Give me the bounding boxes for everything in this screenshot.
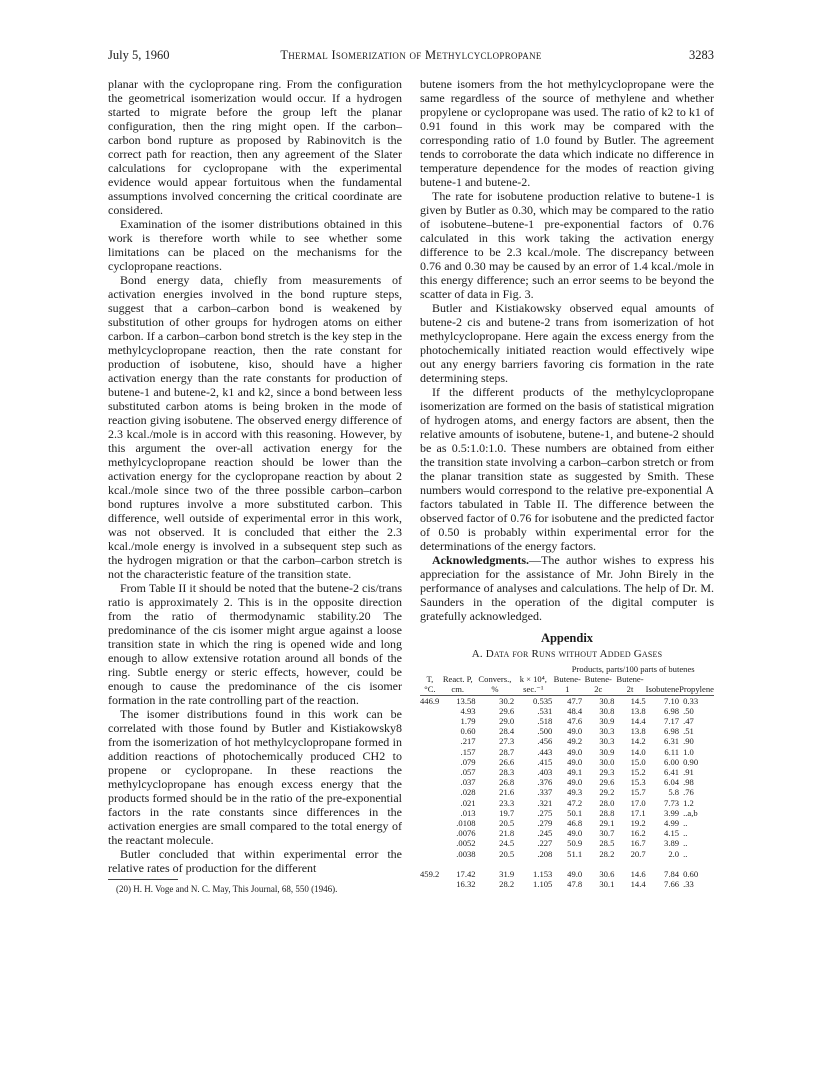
table-cell: 49.0	[567, 828, 583, 839]
table-cell: ..a,b	[683, 807, 698, 818]
table-group-header-row	[420, 664, 714, 674]
table-cell: .208	[537, 848, 553, 859]
acknowledgments-heading: Acknowledgments.	[432, 553, 530, 567]
table-cell: .0038	[456, 848, 476, 859]
table-cell: 51.1	[567, 848, 583, 859]
table-cell	[420, 849, 440, 859]
table-cell: 20.5	[499, 848, 515, 859]
table-row	[420, 879, 714, 889]
table-cell: 30.2	[499, 695, 515, 706]
table-cell: 48.4	[567, 705, 583, 716]
table-cell: 49.2	[567, 736, 583, 747]
table-cell: 6.98	[664, 705, 680, 716]
table-cell: 29.3	[599, 767, 615, 778]
table-cell: .51	[683, 726, 694, 737]
table-cell: 6.31	[664, 736, 680, 747]
table-cell: 28.7	[499, 746, 515, 757]
paragraph: The isomer distributions found in this work can be correlated with those found by Butler and Kistiakowsky8 from the isomerization of hot methylcyclopropane formed in addition reactions of photochemically produced CH2 to propene or cyclopropane. In these reactions the methylcyclopropane has enough excess energy that the products formed should be in the ratio of the pre-exponential factors in the rate constants since differences in the activation energies are small compared to the total energy of the reactant molecule.	[108, 707, 402, 847]
table-cell: 7.66	[664, 879, 680, 890]
table-cell: 1.0	[683, 746, 694, 757]
table-cell: 2.0	[668, 848, 680, 859]
table-cell: 4.93	[460, 705, 476, 716]
table-row	[420, 787, 714, 797]
table-cell: 49.0	[567, 869, 583, 880]
table-cell: .028	[460, 787, 476, 798]
table-cell: 17.42	[456, 869, 476, 880]
products-group-header: Products, parts/100 parts of butenes	[571, 664, 695, 674]
table-cell: 6.98	[664, 726, 680, 737]
table-cell	[420, 787, 440, 797]
table-body	[420, 695, 714, 889]
table-cell: 15.2	[630, 767, 646, 778]
table-cell: 30.0	[599, 756, 615, 767]
table-cell: .321	[537, 797, 553, 808]
table-cell: .403	[537, 767, 553, 778]
table-cell: 0.90	[683, 756, 699, 767]
table-cell: 20.7	[630, 848, 646, 859]
table-cell: .518	[537, 716, 553, 727]
table-cell: 46.8	[567, 818, 583, 829]
table-cell: 31.9	[499, 869, 515, 880]
paragraph: If the different products of the methylcyclopropane isomerization are formed on the basis of statistical migration of hydrogen atoms, and energy factors are absent, then the relative amounts of isobutene, butene-1, and butene-2 should be as 0.5:1.0:1.0. These numbers are obtained from either the transition state involving a carbon–carbon stretch or from the planar transition state as suggested by Smith. These numbers would correspond to the relative pre-exponential A factors tabulated in Table II. The difference between the observed factor of 0.76 for isobutene and the predicted factor of 0.50 is probably within experimental error for the determinations of the energy factors.	[420, 385, 714, 553]
table-cell: .227	[537, 838, 553, 849]
table-cell: .037	[460, 777, 476, 788]
table-cell: .47	[683, 716, 694, 727]
table-cell	[420, 716, 440, 726]
table-cell: .275	[537, 807, 553, 818]
table-cell: 28.5	[599, 838, 615, 849]
table-row	[420, 757, 714, 767]
table-cell: 1.153	[533, 869, 553, 880]
table-cell: .90	[683, 736, 694, 747]
table-cell: 14.5	[630, 695, 646, 706]
table-cell	[679, 859, 714, 869]
table-cell: 0.60	[460, 726, 476, 737]
table-cell: 14.6	[630, 869, 646, 880]
table-cell	[420, 747, 440, 757]
table-cell: 47.8	[567, 879, 583, 890]
table-cell: 7.17	[664, 716, 680, 727]
table-cell: 24.5	[499, 838, 515, 849]
table-cell: .021	[460, 797, 476, 808]
table-cell: 30.3	[599, 736, 615, 747]
table-cell: 49.0	[567, 746, 583, 757]
table-cell: 7.73	[664, 797, 680, 808]
right-column	[420, 77, 714, 889]
table-cell: 49.0	[567, 756, 583, 767]
column-header: Butene-2c	[584, 674, 612, 695]
table-cell: 19.7	[499, 807, 515, 818]
table-cell: .013	[460, 807, 476, 818]
table-cell	[552, 859, 582, 869]
running-header	[108, 48, 714, 66]
table-row	[420, 849, 714, 859]
table-cell: 5.8	[668, 787, 680, 798]
table-cell: 3.89	[664, 838, 680, 849]
table-cell: 15.0	[630, 756, 646, 767]
table-cell: 3.99	[664, 807, 680, 818]
table-cell: 27.3	[499, 736, 515, 747]
table-row	[420, 869, 714, 879]
paragraph: From Table II it should be noted that the butene-2 cis/trans ratio is approximately 2. This is in the opposite direction from the ratio of thermodynamic stability.20 The predominance of the cis isomer might argue against a loose transition state in which the ring is opened wide and long enough to allow extensive rotation around all bonds of the ring. Subtle energy or steric effects, however, could be enough to cause the predominance of the cis isomer formation in the rate controlling part of the reaction.	[108, 581, 402, 707]
table-cell: 19.2	[630, 818, 646, 829]
table-cell: 16.7	[630, 838, 646, 849]
table-cell: 459.2	[420, 869, 440, 880]
column-header: Butene-1	[553, 674, 581, 695]
table-cell: 6.41	[664, 767, 680, 778]
table-cell: 15.7	[630, 787, 646, 798]
table-cell	[420, 736, 440, 746]
table-cell: 6.00	[664, 756, 680, 767]
page-number: 3283	[689, 48, 714, 62]
paragraph: The rate for isobutene production relative to butene-1 is given by Butler as 0.30, which may be compared to the ratio of isobutene–butene-1 pre-exponential factors of 0.76 calculated in this work taking the activation energy difference to be 2.3 kcal./mole. The discrepancy between 0.76 and 0.30 may be caused by an error of 1.4 kcal./mole in this energy difference; such an error seems to be beyond the scatter of data in Fig. 3.	[420, 189, 714, 301]
table-cell: 14.0	[630, 746, 646, 757]
table-row	[420, 798, 714, 808]
table-cell: .33	[683, 879, 694, 890]
table-cell: .0052	[456, 838, 476, 849]
table-cell: 16.2	[630, 828, 646, 839]
table-cell: .217	[460, 736, 476, 747]
paragraph: Butler concluded that within experimental error the relative rates of production for the different	[108, 847, 402, 875]
table-cell: 29.6	[499, 705, 515, 716]
table-cell	[420, 859, 440, 869]
table-cell: 17.0	[630, 797, 646, 808]
table-cell: .279	[537, 818, 553, 829]
table-cell: .157	[460, 746, 476, 757]
table-cell: 30.7	[599, 828, 615, 839]
table-cell: .456	[537, 736, 553, 747]
paragraph: Examination of the isomer distributions obtained in this work is therefore worth while to see whether some limitations can be placed on the mechanisms for the cyclopropane reactions.	[108, 217, 402, 273]
table-cell	[420, 818, 440, 828]
data-table	[420, 664, 714, 889]
paragraph: Bond energy data, chiefly from measurements of activation energies involved in the bond rupture steps, suggest that a carbon–carbon bond is weakened by substitution of other groups for hydrogen atoms on either carbon. If a carbon–carbon bond stretch is the key step in the methylcyclopropane reaction, then the rate constant for production of isobutene, kiso, should have a higher activation energy than the rate constants for production of butene-1 and butene-2, k1 and k2, since a bond between less substituted carbon atoms is being broken in the mode of reaction giving isobutene. The observed energy difference of 2.3 kcal./mole is in accord with this reasoning. However, by this argument the over-all activation energy for the methylcyclopropane reaction should be lower than the activation energy for the cyclopropane reaction by about 2 kcal./mole since two of the three possible carbon–carbon bond ruptures involve a more substituted carbon. This difference, well outside of experimental error in this work, was not observed. It is concluded that either the 2.3 kcal./mole energy is involved in a subsequent step such as the hydrogen migration or that the carbon–carbon stretch is not the characteristic feature of the transition state.	[108, 273, 402, 581]
table-cell: 49.0	[567, 726, 583, 737]
table-cell: .98	[683, 777, 694, 788]
table-cell	[420, 726, 440, 736]
table-cell	[476, 859, 515, 869]
table-cell: 14.4	[630, 716, 646, 727]
left-column	[108, 77, 402, 895]
table-cell: 49.0	[567, 777, 583, 788]
table-cell: 0.535	[533, 695, 553, 706]
table-cell: 14.2	[630, 736, 646, 747]
table-cell: 49.1	[567, 767, 583, 778]
table-header-row	[420, 674, 714, 695]
table-cell	[420, 879, 440, 889]
table-cell: 15.3	[630, 777, 646, 788]
table-cell: ..	[683, 838, 688, 849]
table-cell: 30.8	[599, 705, 615, 716]
table-cell: 29.0	[499, 716, 515, 727]
table-cell: 7.10	[664, 695, 680, 706]
table-row	[420, 736, 714, 746]
table-cell: 47.7	[567, 695, 583, 706]
table-row	[420, 838, 714, 848]
table-cell	[420, 706, 440, 716]
footnote-divider	[108, 879, 178, 880]
column-header: k × 10⁴, sec.⁻¹	[519, 674, 547, 695]
table-row	[420, 777, 714, 787]
table-row	[420, 767, 714, 777]
paragraph: butene isomers from the hot methylcyclopropane were the same regardless of the source of methylene and whether propylene or cyclopropane was used. The ratio of k2 to k1 of 0.91 found in this work may be compared with the corresponding ratio of 1.0 found by Butler. The agreement tends to corroborate the data which indicate no difference in temperature dependence for the modes of reaction giving butene-1 and butene-2.	[420, 77, 714, 189]
table-cell	[582, 859, 614, 869]
table-cell: 16.32	[456, 879, 476, 890]
table-cell: .337	[537, 787, 553, 798]
table-row	[420, 859, 714, 869]
table-row	[420, 747, 714, 757]
table-cell	[420, 838, 440, 848]
table-cell: 28.0	[599, 797, 615, 808]
table-cell	[420, 757, 440, 767]
table-row	[420, 818, 714, 828]
column-header: T, °C.	[424, 674, 436, 695]
table-row	[420, 716, 714, 726]
table-cell: 50.1	[567, 807, 583, 818]
table-row	[420, 695, 714, 706]
table-cell: 446.9	[420, 695, 440, 706]
table-cell: .76	[683, 787, 694, 798]
table-cell: .079	[460, 756, 476, 767]
table-row	[420, 808, 714, 818]
table-cell: .0108	[456, 818, 476, 829]
table-cell: 6.04	[664, 777, 680, 788]
table-cell: 13.58	[456, 695, 476, 706]
table-cell: .415	[537, 756, 553, 767]
table-cell	[614, 859, 645, 869]
table-cell: 21.6	[499, 787, 515, 798]
table-cell: 4.99	[664, 818, 680, 829]
table-cell	[646, 859, 679, 869]
table-cell: .0076	[456, 828, 476, 839]
table-cell: 50.9	[567, 838, 583, 849]
table-cell: ..	[683, 848, 688, 859]
table-row	[420, 828, 714, 838]
footnote: (20) H. H. Voge and N. C. May, This Journal, 68, 550 (1946).	[116, 884, 338, 894]
table-cell: ..	[683, 828, 688, 839]
table-cell: 4.15	[664, 828, 680, 839]
table-cell: 30.3	[599, 726, 615, 737]
table-cell: 30.8	[599, 695, 615, 706]
table-cell: 26.6	[499, 756, 515, 767]
paragraph: planar with the cyclopropane ring. From the configuration the geometrical isomerization would occur. If a hydrogen started to migrate before the group left the planar configuration, then the ring might open. If the carbon–carbon bond rupture as proposed by Rabinovitch is the correct path for reaction, then any agreement of the Slater calculations for cyclopropane with the experimental evidence would appear fortuitous when the fundamental assumptions involved concerning the critical coordinate are considered.	[108, 77, 402, 217]
table-cell: 30.9	[599, 746, 615, 757]
column-header: Propylene	[679, 684, 714, 695]
appendix-title: Appendix	[540, 631, 594, 645]
table-cell: 7.84	[664, 869, 680, 880]
table-cell: 21.8	[499, 828, 515, 839]
table-cell: .443	[537, 746, 553, 757]
table-cell	[420, 828, 440, 838]
header-date: July 5, 1960	[108, 48, 170, 62]
table-cell: 0.60	[683, 869, 699, 880]
table-cell: 26.8	[499, 777, 515, 788]
table-row	[420, 706, 714, 716]
column-header: React. P, cm.	[442, 674, 473, 695]
table-cell: 49.3	[567, 787, 583, 798]
table-cell: 14.4	[630, 879, 646, 890]
table-cell: 13.8	[630, 726, 646, 737]
table-cell: 28.2	[499, 879, 515, 890]
table-cell: 20.5	[499, 818, 515, 829]
table-cell: 28.8	[599, 807, 615, 818]
table-cell: 29.1	[599, 818, 615, 829]
table-cell: 29.6	[599, 777, 615, 788]
column-header: Butene-2t	[616, 674, 644, 695]
column-header: Convers., %	[478, 674, 512, 695]
table-caption: A. Data for Runs without Added Gases	[471, 648, 663, 660]
table-row	[420, 726, 714, 736]
table-cell: 13.8	[630, 705, 646, 716]
table-cell: 47.2	[567, 797, 583, 808]
table-cell: 17.1	[630, 807, 646, 818]
table-cell: 1.105	[533, 879, 553, 890]
table-cell: .500	[537, 726, 553, 737]
acknowledgments-text: —The author wishes to express his appreciation for the assistance of Mr. John Birely in the performance of analyses and calculations. The help of Dr. M. Saunders in the operation of the digital computer is gratefully acknowledged.	[420, 553, 714, 623]
table-cell: .531	[537, 705, 553, 716]
table-cell	[420, 767, 440, 777]
column-header: Isobutene	[645, 684, 680, 695]
table-cell: .50	[683, 705, 694, 716]
table-cell: 1.2	[683, 797, 694, 808]
table-cell: 30.1	[599, 879, 615, 890]
paragraph: Butler and Kistiakowsky observed equal amounts of butene-2 cis and butene-2 trans from isomerization of hot methylcyclopropane. Here again the excess energy from the photochemically initiated reaction would effectively wipe out any energy barriers favoring cis formation in the rate determining steps.	[420, 301, 714, 385]
table-cell: 28.2	[599, 848, 615, 859]
table-cell: 47.6	[567, 716, 583, 727]
table-cell	[514, 859, 552, 869]
table-cell: ..	[683, 818, 688, 829]
table-cell: 0.33	[683, 695, 699, 706]
table-cell: .376	[537, 777, 553, 788]
table-cell: 6.11	[664, 746, 680, 757]
table-cell: 30.6	[599, 869, 615, 880]
acknowledgments-paragraph	[420, 553, 714, 623]
table-cell: 28.3	[499, 767, 515, 778]
table-cell: .057	[460, 767, 476, 778]
table-cell: .91	[683, 767, 694, 778]
table-cell	[420, 808, 440, 818]
table-cell	[420, 777, 440, 787]
table-cell: 29.2	[599, 787, 615, 798]
table-cell: 1.79	[460, 716, 476, 727]
table-cell	[440, 859, 476, 869]
table-cell: 30.9	[599, 716, 615, 727]
table-cell: 23.3	[499, 797, 515, 808]
table-cell	[420, 798, 440, 808]
table-cell: .245	[537, 828, 553, 839]
table-cell: 28.4	[499, 726, 515, 737]
header-title: Thermal Isomerization of Methylcyclopropane	[280, 48, 542, 62]
